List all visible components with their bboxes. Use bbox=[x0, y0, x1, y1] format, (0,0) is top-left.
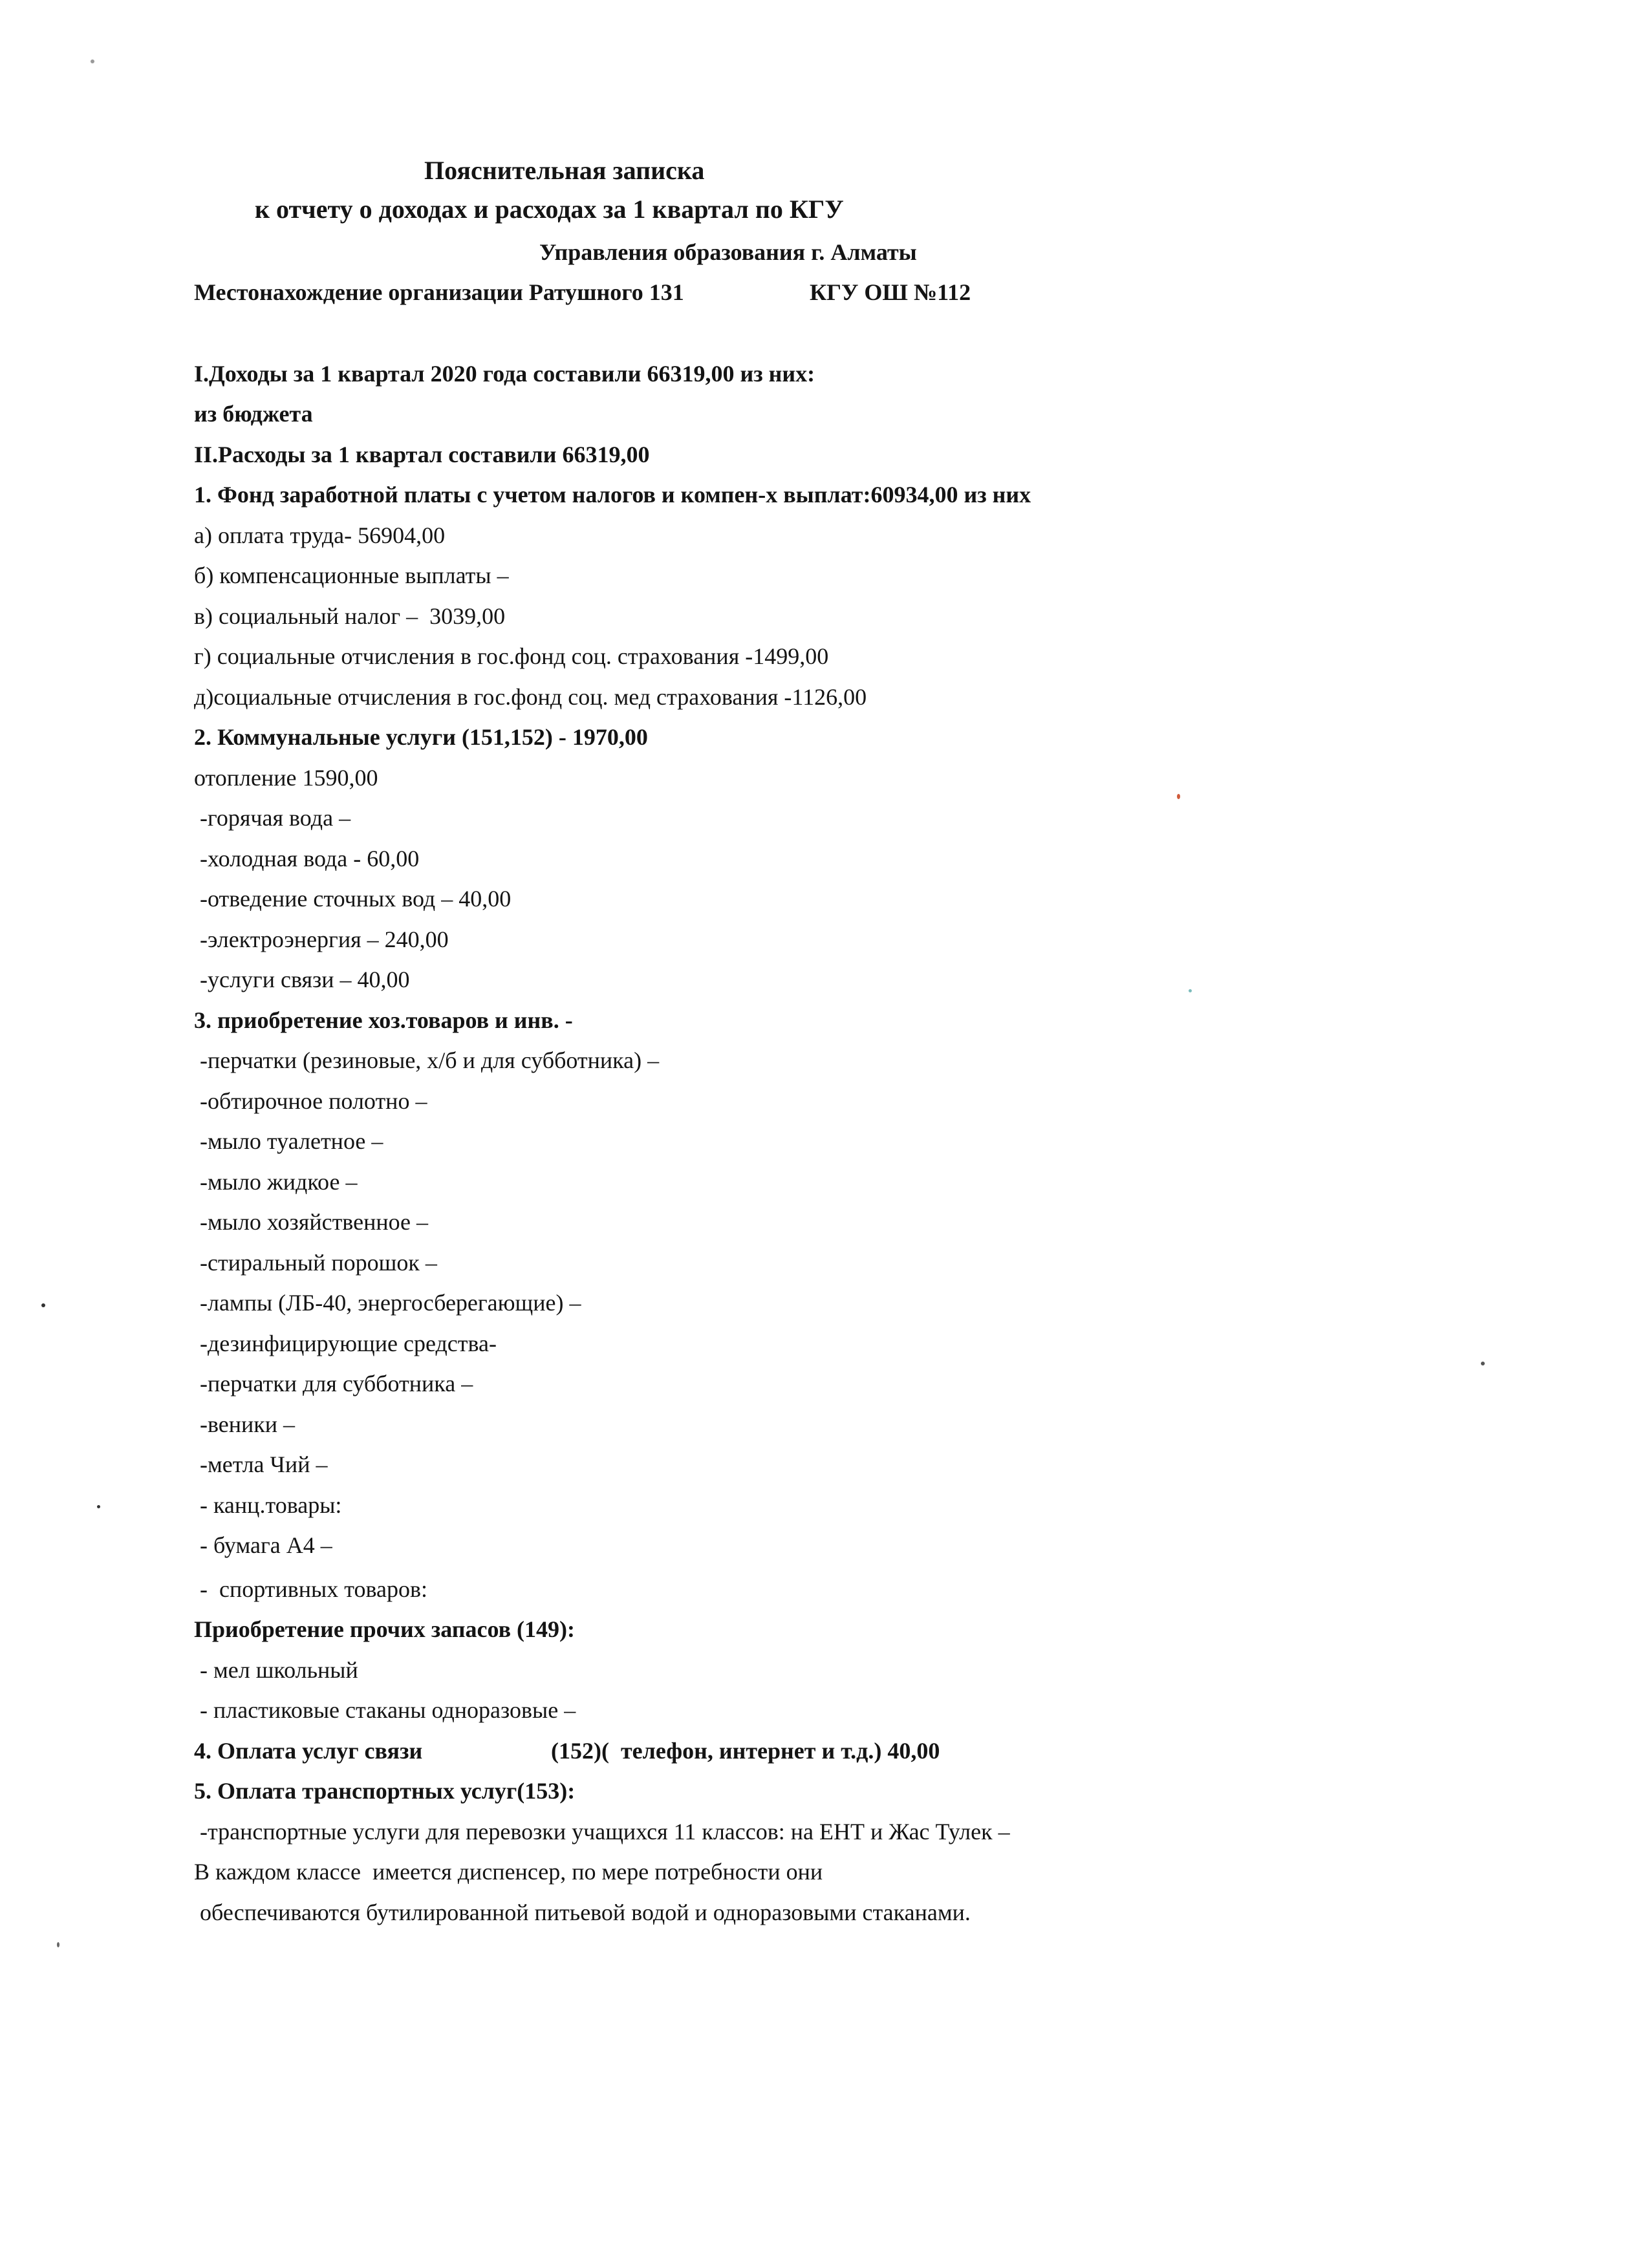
transport-heading: 5. Оплата транспортных услуг(153): bbox=[194, 1778, 576, 1804]
supplies-item: -перчатки для субботника – bbox=[194, 1371, 473, 1396]
utilities-item: -электроэнергия – 240,00 bbox=[194, 926, 449, 952]
payroll-item: д)социальные отчисления в гос.фонд соц. мед страхования -1126,00 bbox=[194, 684, 867, 710]
utilities-item: отопление 1590,00 bbox=[194, 765, 378, 791]
supplies-item: -стиральный порошок – bbox=[194, 1250, 437, 1276]
utilities-heading: 2. Коммунальные услуги (151,152) - 1970,00 bbox=[194, 724, 648, 750]
note-line: В каждом классе имеется диспенсер, по мере потребности они bbox=[194, 1859, 823, 1885]
supplies-item: - канц.товары: bbox=[194, 1492, 342, 1518]
supplies-item: -мыло хозяйственное – bbox=[194, 1209, 429, 1235]
payroll-item: а) оплата труда- 56904,00 bbox=[194, 522, 446, 548]
department-line: Управления образования г. Алматы bbox=[539, 239, 917, 265]
communication-amount: (152)( телефон, интернет и т.д.) 40,00 bbox=[551, 1738, 940, 1764]
scan-speck bbox=[1177, 794, 1180, 799]
scan-speck bbox=[1189, 989, 1192, 992]
supplies-item: - спортивных товаров: bbox=[194, 1576, 427, 1602]
payroll-item: б) компенсационные выплаты – bbox=[194, 562, 509, 588]
scan-speck bbox=[41, 1303, 45, 1307]
communication-heading: 4. Оплата услуг связи bbox=[194, 1738, 423, 1764]
supplies-item: -мыло жидкое – bbox=[194, 1169, 358, 1195]
utilities-item: -отведение сточных вод – 40,00 bbox=[194, 886, 512, 912]
other-stocks-heading: Приобретение прочих запасов (149): bbox=[194, 1616, 575, 1642]
supplies-item: -обтирочное полотно – bbox=[194, 1088, 427, 1114]
note-line: обеспечиваются бутилированной питьевой водой и одноразовыми стаканами. bbox=[194, 1899, 971, 1925]
income-source: из бюджета bbox=[194, 401, 313, 427]
payroll-item: в) социальный налог – 3039,00 bbox=[194, 603, 506, 629]
other-stocks-item: - пластиковые стаканы одноразовые – bbox=[194, 1697, 576, 1723]
transport-item: -транспортные услуги для перевозки учащихся 11 классов: на ЕНТ и Жас Тулек – bbox=[194, 1819, 1010, 1845]
supplies-heading: 3. приобретение хоз.товаров и инв. - bbox=[194, 1007, 573, 1033]
location-line: Местонахождение организации Ратушного 131 bbox=[194, 279, 684, 305]
supplies-item: -веники – bbox=[194, 1411, 296, 1437]
scan-speck bbox=[57, 1942, 59, 1947]
supplies-item: -дезинфицирующие средства- bbox=[194, 1331, 497, 1356]
supplies-item: -лампы (ЛБ-40, энергосберегающие) – bbox=[194, 1290, 581, 1316]
document-subtitle: к отчету о доходах и расходах за 1 квартал по КГУ bbox=[255, 195, 844, 224]
payroll-heading: 1. Фонд заработной платы с учетом налогов и компен-х выплат:60934,00 из них bbox=[194, 482, 1031, 508]
org-code: КГУ ОШ №112 bbox=[810, 279, 971, 305]
payroll-item: г) социальные отчисления в гос.фонд соц. страхования -1499,00 bbox=[194, 643, 829, 669]
supplies-item: - бумага А4 – bbox=[194, 1532, 332, 1558]
scan-speck bbox=[91, 59, 94, 63]
document-title: Пояснительная записка bbox=[424, 156, 705, 185]
scan-speck bbox=[97, 1505, 100, 1508]
supplies-item: -перчатки (резиновые, х/б и для субботника) – bbox=[194, 1047, 660, 1073]
utilities-item: -холодная вода - 60,00 bbox=[194, 846, 420, 872]
utilities-item: -горячая вода – bbox=[194, 805, 351, 831]
supplies-item: -метла Чий – bbox=[194, 1451, 328, 1477]
income-heading: I.Доходы за 1 квартал 2020 года составили 66319,00 из них: bbox=[194, 361, 815, 387]
scan-speck bbox=[1481, 1362, 1485, 1365]
other-stocks-item: - мел школьный bbox=[194, 1657, 358, 1683]
supplies-item: -мыло туалетное – bbox=[194, 1128, 383, 1154]
utilities-item: -услуги связи – 40,00 bbox=[194, 967, 410, 992]
expenses-heading: II.Расходы за 1 квартал составили 66319,00 bbox=[194, 442, 650, 467]
